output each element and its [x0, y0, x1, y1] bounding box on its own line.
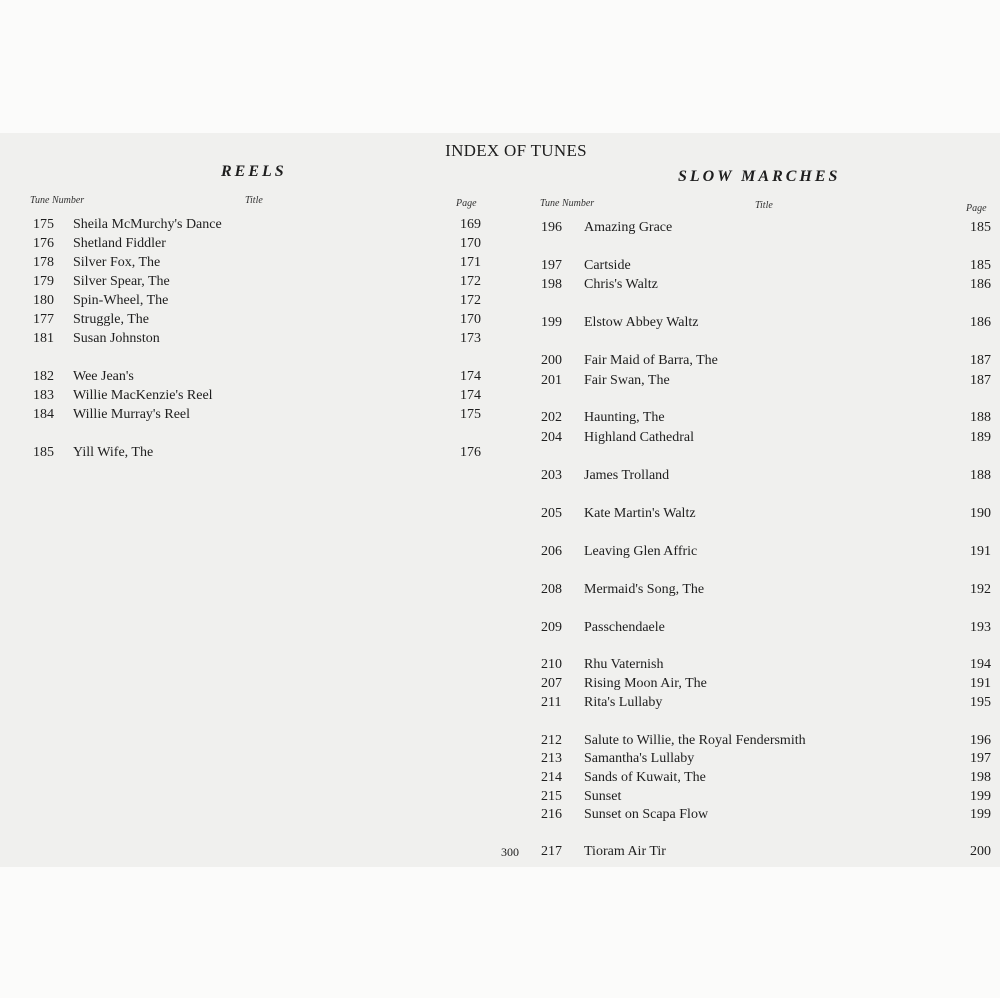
tune-number: 181 [33, 331, 54, 346]
tune-title: Fair Swan, The [584, 373, 670, 388]
tune-page: 190 [970, 506, 991, 521]
tune-page: 200 [970, 844, 991, 859]
tune-page: 172 [460, 274, 481, 289]
list-item [33, 253, 488, 273]
tune-title: Silver Fox, The [73, 255, 161, 270]
tune-number: 217 [541, 844, 562, 859]
reels-heading: REELS [221, 163, 287, 180]
tune-number: 182 [33, 369, 54, 384]
list-item [541, 313, 997, 333]
tune-page: 171 [460, 255, 481, 270]
tune-page: 194 [970, 657, 991, 672]
list-item [541, 218, 997, 238]
tune-number: 216 [541, 807, 562, 822]
tune-number: 179 [33, 274, 54, 289]
list-item [33, 215, 488, 235]
list-item [541, 408, 997, 428]
tune-title: Mermaid's Song, The [584, 582, 705, 597]
tune-page: 175 [460, 407, 481, 422]
tune-page: 189 [970, 430, 991, 445]
tune-number: 212 [541, 733, 562, 748]
tune-page: 199 [970, 789, 991, 804]
list-item [541, 466, 997, 486]
list-item [541, 805, 997, 825]
list-item [33, 405, 488, 425]
tune-page: 192 [970, 582, 991, 597]
tune-number: 209 [541, 620, 562, 635]
tune-number: 185 [33, 445, 54, 460]
tune-page: 174 [460, 369, 481, 384]
tune-number: 175 [33, 217, 54, 232]
list-item [541, 674, 997, 694]
tune-title: Sands of Kuwait, The [584, 770, 706, 785]
list-item [541, 731, 997, 751]
tune-page: 191 [970, 544, 991, 559]
list-item [541, 580, 997, 600]
tune-page: 187 [970, 353, 991, 368]
tune-page: 186 [970, 315, 991, 330]
tune-number: 215 [541, 789, 562, 804]
tune-page: 185 [970, 220, 991, 235]
tune-number: 198 [541, 277, 562, 292]
tune-title: Rhu Vaternish [584, 657, 664, 672]
tune-number: 202 [541, 410, 562, 425]
tune-page: 197 [970, 751, 991, 766]
tune-title: Susan Johnston [73, 331, 160, 346]
tune-page: 187 [970, 373, 991, 388]
list-item [33, 234, 488, 254]
tune-number: 176 [33, 236, 54, 251]
reels-col-title: Title [245, 195, 263, 206]
tune-page: 195 [970, 695, 991, 710]
reels-col-tune-number: Tune Number [30, 195, 85, 206]
tune-title: Samantha's Lullaby [584, 751, 695, 766]
list-item [541, 428, 997, 448]
list-item [541, 655, 997, 675]
tune-number: 197 [541, 258, 562, 273]
list-item [33, 291, 488, 311]
tune-title: Chris's Waltz [584, 277, 658, 292]
page-number: 300 [501, 845, 519, 859]
list-item [541, 842, 997, 862]
tune-number: 203 [541, 468, 562, 483]
list-item [541, 256, 997, 276]
list-item [541, 542, 997, 562]
page-title: INDEX OF TUNES [445, 141, 587, 160]
tune-number: 211 [541, 695, 562, 710]
tune-number: 201 [541, 373, 562, 388]
tune-page: 199 [970, 807, 991, 822]
tune-title: Rita's Lullaby [584, 695, 663, 710]
tune-title: Passchendaele [584, 620, 665, 635]
tune-number: 196 [541, 220, 562, 235]
tune-page: 193 [970, 620, 991, 635]
tune-page: 196 [970, 733, 991, 748]
tune-page: 191 [970, 676, 991, 691]
tune-page: 170 [460, 236, 481, 251]
tune-page: 172 [460, 293, 481, 308]
tune-title: Highland Cathedral [584, 430, 695, 445]
tune-title: Willie Murray's Reel [73, 407, 191, 422]
slow-marches-col-title: Title [755, 200, 773, 211]
tune-title: Kate Martin's Waltz [584, 506, 696, 521]
tune-title: Struggle, The [73, 312, 149, 327]
list-item [541, 749, 997, 769]
tune-title: Sheila McMurchy's Dance [73, 217, 222, 232]
list-item [33, 329, 488, 349]
bottom-margin [0, 867, 1000, 998]
list-item [541, 618, 997, 638]
list-item [541, 275, 997, 295]
tune-number: 210 [541, 657, 562, 672]
slow-marches-col-page: Page [966, 203, 987, 214]
tune-title: Cartside [584, 258, 631, 273]
tune-page: 185 [970, 258, 991, 273]
tune-page: 198 [970, 770, 991, 785]
tune-number: 205 [541, 506, 562, 521]
list-item [541, 787, 997, 807]
tune-title: Rising Moon Air, The [584, 676, 707, 691]
list-item [33, 367, 488, 387]
tune-number: 204 [541, 430, 562, 445]
tune-number: 177 [33, 312, 54, 327]
slow-marches-heading: SLOW MARCHES [678, 168, 841, 185]
tune-number: 200 [541, 353, 562, 368]
tune-page: 170 [460, 312, 481, 327]
tune-number: 184 [33, 407, 54, 422]
tune-number: 199 [541, 315, 562, 330]
tune-number: 207 [541, 676, 562, 691]
tune-page: 169 [460, 217, 481, 232]
tune-title: Willie MacKenzie's Reel [73, 388, 213, 403]
tune-title: Silver Spear, The [73, 274, 170, 289]
tune-number: 178 [33, 255, 54, 270]
tune-page: 173 [460, 331, 481, 346]
tune-title: Haunting, The [584, 410, 665, 425]
list-item [33, 272, 488, 292]
tune-number: 180 [33, 293, 54, 308]
tune-title: Salute to Willie, the Royal Fendersmith [584, 733, 806, 748]
tune-number: 183 [33, 388, 54, 403]
tune-title: James Trolland [584, 468, 670, 483]
list-item [541, 351, 997, 371]
list-item [33, 443, 488, 463]
tune-title: Wee Jean's [73, 369, 134, 384]
tune-number: 214 [541, 770, 562, 785]
tune-title: Amazing Grace [584, 220, 673, 235]
tune-page: 188 [970, 468, 991, 483]
tune-page: 176 [460, 445, 481, 460]
tune-title: Tioram Air Tir [584, 844, 666, 859]
tune-title: Sunset [584, 789, 622, 804]
tune-title: Spin-Wheel, The [73, 293, 169, 308]
tune-page: 174 [460, 388, 481, 403]
tune-title: Shetland Fiddler [73, 236, 166, 251]
tune-title: Leaving Glen Affric [584, 544, 698, 559]
slow-marches-col-tune-number: Tune Number [540, 198, 595, 209]
tune-page: 186 [970, 277, 991, 292]
tune-title: Yill Wife, The [73, 445, 154, 460]
list-item [33, 310, 488, 330]
tune-title: Fair Maid of Barra, The [584, 353, 718, 368]
reels-col-page: Page [456, 198, 477, 209]
tune-title: Elstow Abbey Waltz [584, 315, 699, 330]
list-item [541, 693, 997, 713]
tune-number: 213 [541, 751, 562, 766]
tune-number: 206 [541, 544, 562, 559]
list-item [33, 386, 488, 406]
list-item [541, 371, 997, 391]
top-margin [0, 0, 1000, 133]
list-item [541, 504, 997, 524]
tune-page: 188 [970, 410, 991, 425]
list-item [541, 768, 997, 788]
tune-title: Sunset on Scapa Flow [584, 807, 709, 822]
tune-number: 208 [541, 582, 562, 597]
